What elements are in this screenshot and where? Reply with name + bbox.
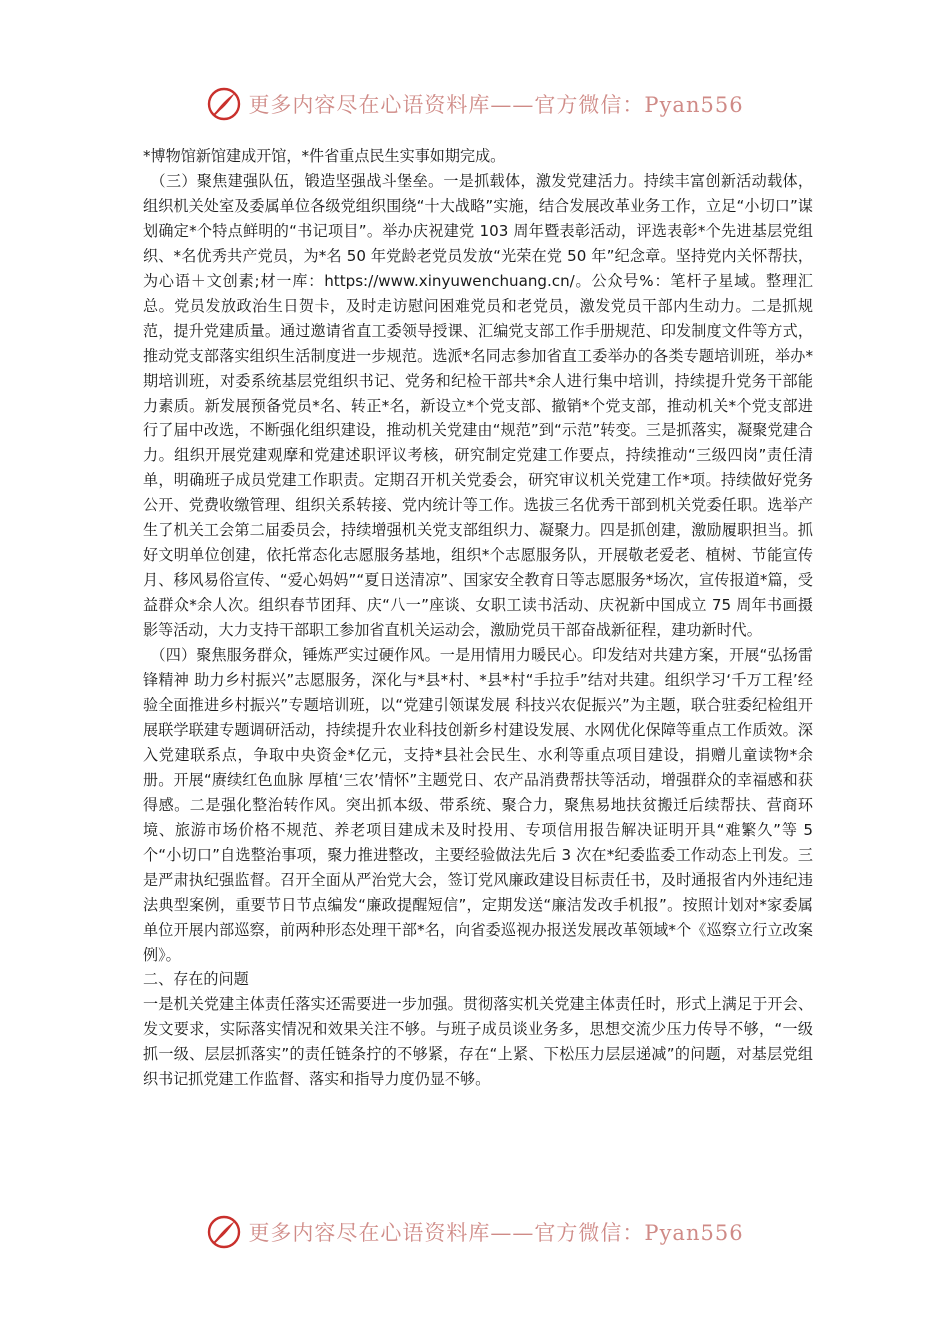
paragraph-section-four: （四）聚焦服务群众，锤炼严实过硬作风。一是用情用力暖民心。印发结对共建方案，开展“弘扬雷锋精神 助力乡村振兴”志愿服务，深化与*县*村、*县*村“手拉手”结对共建。组织学习‘千万工程’经验全面推进乡村振兴”专题培训班，以“党建引领谋发展 科技兴农促振兴”为主题，联合驻委纪检组开展联学联建专题调研活动，持续提升农业科技创新乡村建设发展、水网优化保障等重点工作质效。深入党建联系点，争取中央资金*亿元，支持*县社会民生、水利等重点项目建设，捐赠儿童读物*余册。开展“赓续红色血脉 厚植‘三农’情怀”主题党日、农产品消费帮扶等活动，增强群众的幸福感和获得感。二是强化整治转作风。突出抓本级、带系统、聚合力，聚焦易地扶贫搬迁后续帮扶、营商环境、旅游市场价格不规范、养老项目建成未及时投用、专项信用报告解决证明开具“难繁久”等 5 个“小切口”自选整治事项，聚力推进整改，主要经验做法先后 3 次在*纪委监委工作动态上刊发。三是严肃执纪强监督。召开全面从严治党大会，签订党风廉政建设目标责任书，及时通报省内外违纪违法典型案例，重要节日节点编发“廉政提醒短信”，定期发送“廉洁发改手机报”。按照计划对*家委属单位开展内部巡察，前两种形态处理干部*名，向省委巡视办报送发展改革领域*个《巡察立行立改案例》。 [143, 646, 813, 964]
document-body [143, 144, 813, 1092]
quill-pen-logo-icon [206, 86, 242, 122]
paragraph-section-three: （三）聚焦建强队伍，锻造坚强战斗堡垒。一是抓载体，激发党建活力。持续丰富创新活动载体，组织机关处室及委属单位各级党组织围绕“十大战略”实施，结合发展改革业务工作，立足“小切口”谋划确定*个特点鲜明的“书记项目”。举办庆祝建党 103 周年暨表彰活动，评选表彰*个先进基层党组织、*名优秀共产党员，为*名 50 年党龄老党员发放“光荣在党 50 年”纪念章。坚持党内关怀帮扶，为心语＋文创素;材一库：https://www.xinyuwenchuang.cn/。公众号%：笔杆子星域。整理汇总。党员发放政治生日贺卡，及时走访慰问困难党员和老党员，激发党员干部内生动力。二是抓规范，提升党建质量。通过邀请省直工委领导授课、汇编党支部工作手册规范、印发制度文件等方式，推动党支部落实组织生活制度进一步规范。选派*名同志参加省直工委举办的各类专题培训班，举办*期培训班，对委系统基层党组织书记、党务和纪检干部共*余人进行集中培训，持续提升党务干部能力素质。新发展预备党员*名、转正*名，新设立*个党支部、撤销*个党支部，推动机关*个党支部进行了届中改选，不断强化组织建设，推动机关党建由“规范”到“示范”转变。三是抓落实，凝聚党建合力。组织开展党建观摩和党建述职评议考核，研究制定党建工作要点，持续推动“三级四岗”责任清单，明确班子成员党建工作职责。定期召开机关党委会，研究审议机关党建工作*项。持续做好党务公开、党费收缴管理、组织关系转接、党内统计等工作。选拔三名优秀干部到机关党委任职。选举产生了机关工会第二届委员会，持续增强机关党支部组织力、凝聚力。四是抓创建，激励履职担当。抓好文明单位创建，依托常态化志愿服务基地，组织*个志愿服务队，开展敬老爱老、植树、节能宣传月、移风易俗宣传、“爱心妈妈”“夏日送清凉”、国家安全教育日等志愿服务*场次，宣传报道*篇，受益群众*余人次。组织春节团拜、庆“八一”座谈、女职工读书活动、庆祝新中国成立 75 周年书画摄影等活动，大力支持干部职工参加省直机关运动会，激励党员干部奋战新征程，建功新时代。 [143, 171, 813, 640]
watermark-text: 更多内容尽在心语资料库——官方微信：Pyan556 [248, 93, 744, 117]
quill-pen-logo-icon [206, 1214, 242, 1250]
section-heading-problems: 二、存在的问题 [143, 970, 249, 989]
paragraph-continuation: *博物馆新馆建成开馆，*件省重点民生实事如期完成。 [143, 147, 506, 165]
watermark-text: 更多内容尽在心语资料库——官方微信：Pyan556 [248, 1221, 744, 1245]
paragraph-problem-one: 一是机关党建主体责任落实还需要进一步加强。贯彻落实机关党建主体责任时，形式上满足于开会、发文要求，实际落实情况和效果关注不够。与班子成员谈业务多，思想交流少压力传导不够，“一级抓一级、层层抓落实”的责任链条拧的不够紧，存在“上紧、下松压力层层递减”的问题，对基层党组织书记抓党建工作监督、落实和指导力度仍显不够。 [143, 995, 813, 1089]
watermark-footer [0, 1212, 950, 1252]
watermark-header [0, 84, 950, 124]
